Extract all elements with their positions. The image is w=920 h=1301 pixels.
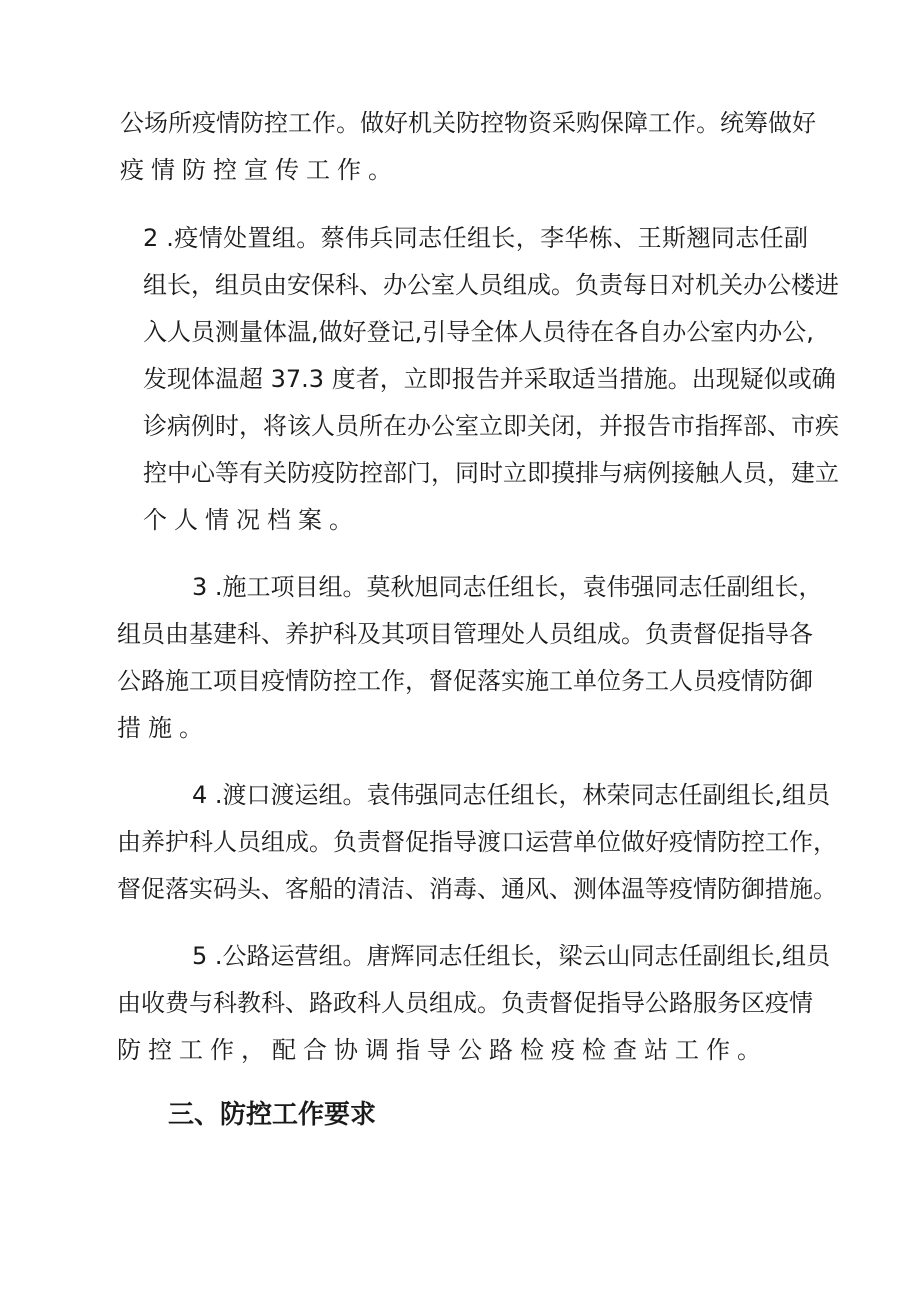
paragraph-3-line: 3 .施工项目组。莫秋旭同志任组长，袁伟强同志任副组长， xyxy=(192,573,823,601)
paragraph-2-line: 2 .疫情处置组。蔡伟兵同志任组长，李华栋、王斯翘同志任副 xyxy=(143,224,808,252)
paragraph-3-line: 公路施工项目疫情防控工作，督促落实施工单位务工人员疫情防御 xyxy=(117,667,813,695)
paragraph-5-line: 5 .公路运营组。唐辉同志任组长，梁云山同志任副组长,组员 xyxy=(192,942,831,970)
paragraph-2-line: 个人情况档案。 xyxy=(143,506,360,534)
paragraph-5-line: 由收费与科教科、路政科人员组成。负责督促指导公路服务区疫情 xyxy=(117,989,813,1017)
paragraph-2-line: 发现体温超 37.3 度者，立即报告并采取适当措施。出现疑似或确 xyxy=(143,365,836,393)
paragraph-2-line: 诊病例时，将该人员所在办公室立即关闭，并报告市指挥部、市疾 xyxy=(143,412,839,440)
paragraph-4-line: 由养护科人员组成。负责督促指导渡口运营单位做好疫情防控工作， xyxy=(117,828,837,856)
paragraph-3-line: 组员由基建科、养护科及其项目管理处人员组成。负责督促指导各 xyxy=(117,620,813,648)
paragraph-2-line: 入人员测量体温,做好登记,引导全体人员待在各自办公室内办公, xyxy=(143,318,814,346)
paragraph-1-line: 疫情防控宣传工作。 xyxy=(120,156,399,184)
paragraph-4-line: 4 .渡口渡运组。袁伟强同志任组长，林荣同志任副组长,组员 xyxy=(192,781,831,809)
paragraph-3-line: 措施。 xyxy=(117,714,210,742)
paragraph-2-line: 组长，组员由安保科、办公室人员组成。负责每日对机关办公楼进 xyxy=(143,271,839,299)
section-heading: 三、防控工作要求 xyxy=(168,1100,377,1130)
paragraph-2-line: 控中心等有关防疫防控部门，同时立即摸排与病例接触人员，建立 xyxy=(143,459,839,487)
paragraph-5-line: 防控工作，配合协调指导公路检疫检查站工作。 xyxy=(117,1036,768,1064)
paragraph-1-line: 公场所疫情防控工作。做好机关防控物资采购保障工作。统筹做好 xyxy=(120,109,816,137)
paragraph-4-line: 督促落实码头、客船的清洁、消毒、通风、测体温等疫情防御措施。 xyxy=(117,875,837,903)
